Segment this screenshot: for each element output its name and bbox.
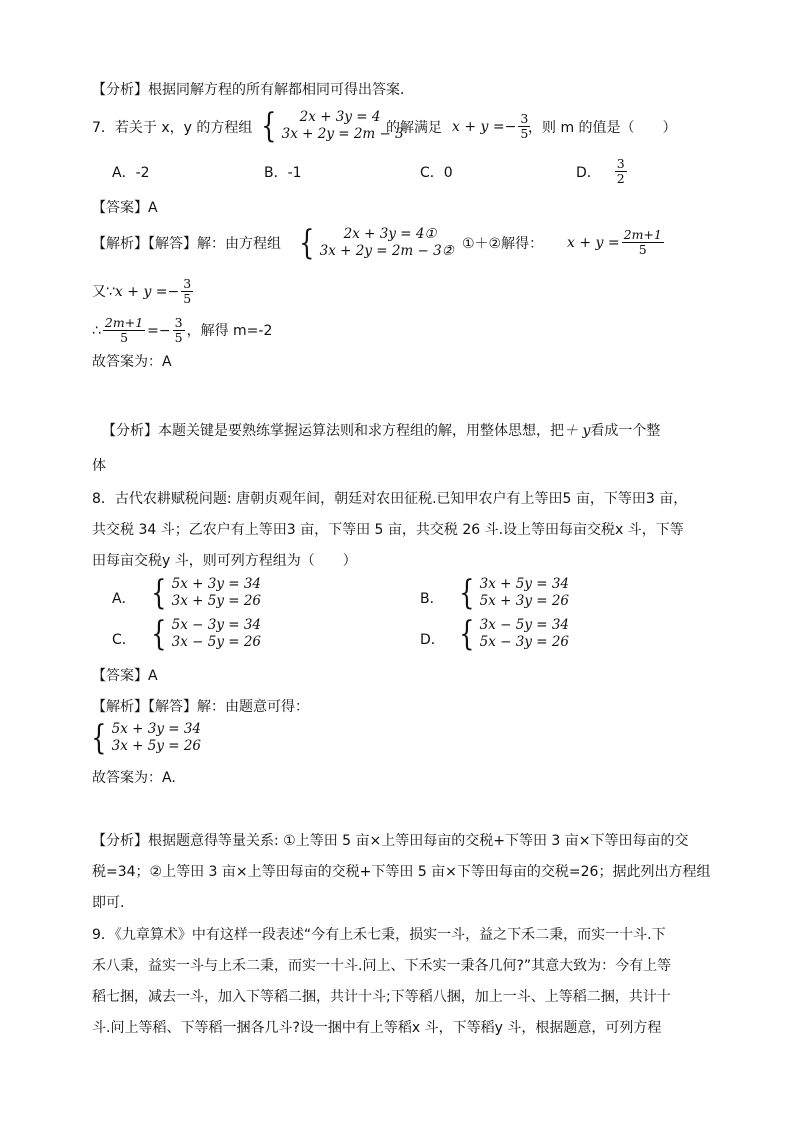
q7-therefore: ∴ $\frac{2m+1}{5}$ =− $\frac{3}{5}$ ，解得 m=-2	[92, 315, 273, 345]
q8-option-d-system: { 3x − 5y = 34 5x − 3y = 26	[459, 614, 570, 654]
q7-conclusion: 故答案为：A	[92, 354, 172, 370]
q7-option-a: A．-2	[112, 165, 150, 181]
q7-option-c: C．0	[420, 165, 453, 181]
question-8-line-1: 8．古代农耕赋税问题: 唐朝贞观年间，朝廷对农田征税.已知甲农户有上等田5 亩，下等田3 亩，	[92, 491, 688, 507]
q7-solution-start: 【解析】【解答】解：由方程组	[92, 236, 281, 252]
question-9-line-1: 9．《九章算术》中有这样一段表述“今有上禾七秉，损实一斗，益之下禾二秉，而实一十斗.下	[92, 927, 666, 943]
q8-solution-system: { 5x + 3y = 34 3x + 5y = 26	[91, 718, 202, 758]
q7-solution-result: x + y = $\frac{2m+1}{5}$	[567, 227, 662, 257]
q7-answer: 【答案】A	[92, 200, 158, 216]
q8-option-c-label: C．	[112, 632, 136, 648]
q8-conclusion: 故答案为：A.	[92, 770, 176, 786]
q8-analysis-line-2: 税=34；②上等田 3 亩×上等田每亩的交税+下等田 5 亩×下等田每亩的交税=26；据此列出方程组	[92, 864, 711, 880]
q7-analysis: 【分析】本题关键是要熟练掌握运算法则和求方程组的解，用整体思想，把＋ y看成一个整	[102, 423, 661, 439]
q7-analysis-cont: 体	[92, 458, 106, 474]
q8-analysis-line-3: 即可.	[92, 895, 125, 911]
question-7-stem: 7．若关于 x，y 的方程组	[92, 120, 253, 136]
q8-answer: 【答案】A	[92, 668, 158, 684]
q7-option-d: D． $\frac{3}{2}$	[576, 156, 625, 186]
q7-solution-add: ，①＋②解得：	[448, 236, 544, 252]
q8-option-d-label: D．	[420, 632, 445, 648]
q7-equation-system: { 2x + 3y = 4 3x + 2y = 2m − 3	[261, 106, 404, 146]
q7-given: 又∵ x + y =− $\frac{3}{5}$	[92, 276, 192, 306]
q7-solution-system: { 2x + 3y = 4① 3x + 2y = 2m − 3②	[299, 223, 454, 263]
q8-option-b-label: B．	[420, 591, 444, 607]
question-8-line-2: 共交税 34 斗；乙农户有上等田3 亩，下等田 5 亩，共交税 26 斗.设上等田每亩交税x 斗，下等	[92, 522, 684, 538]
q8-option-c-system: { 5x − 3y = 34 3x − 5y = 26	[151, 614, 262, 654]
q8-option-b-system: { 3x + 5y = 34 5x + 3y = 26	[459, 573, 570, 613]
q8-option-a-label: A．	[112, 591, 136, 607]
question-8-line-3: 田每亩交税y 斗，则可列方程组为（ ）	[92, 553, 357, 569]
q7-condition: x + y =− $\frac{3}{5}$	[452, 111, 529, 141]
q7-stem-end: ，则 m 的值是（ ）	[528, 120, 677, 136]
q8-solution: 【解析】【解答】解：由题意可得：	[92, 699, 309, 715]
question-9-line-4: 斗.问上等稻、下等稻一捆各几斗?设一捆中有上等稻x 斗，下等稻y 斗，根据题意，可列方程	[92, 1020, 662, 1036]
q8-analysis-line-1: 【分析】根据题意得等量关系: ①上等田 5 亩×上等田每亩的交税+下等田 3 亩×下等田每亩的交	[92, 833, 689, 849]
question-9-line-3: 稻七捆，减去一斗，加入下等稻二捆，共计十斗;下等稻八捆，加上一斗、上等稻二捆，共计十	[92, 989, 671, 1005]
analysis-line: 【分析】根据同解方程的所有解都相同可得出答案．	[92, 82, 414, 98]
question-9-line-2: 禾八秉，益实一斗与上禾二秉，而实一十斗.问上、下禾实一秉各几何?”其意大致为：今有上等	[92, 958, 672, 974]
q7-stem-mid: 的解满足	[386, 120, 442, 136]
q8-option-a-system: { 5x + 3y = 34 3x + 5y = 26	[151, 573, 262, 613]
q7-option-b: B．-1	[264, 165, 302, 181]
